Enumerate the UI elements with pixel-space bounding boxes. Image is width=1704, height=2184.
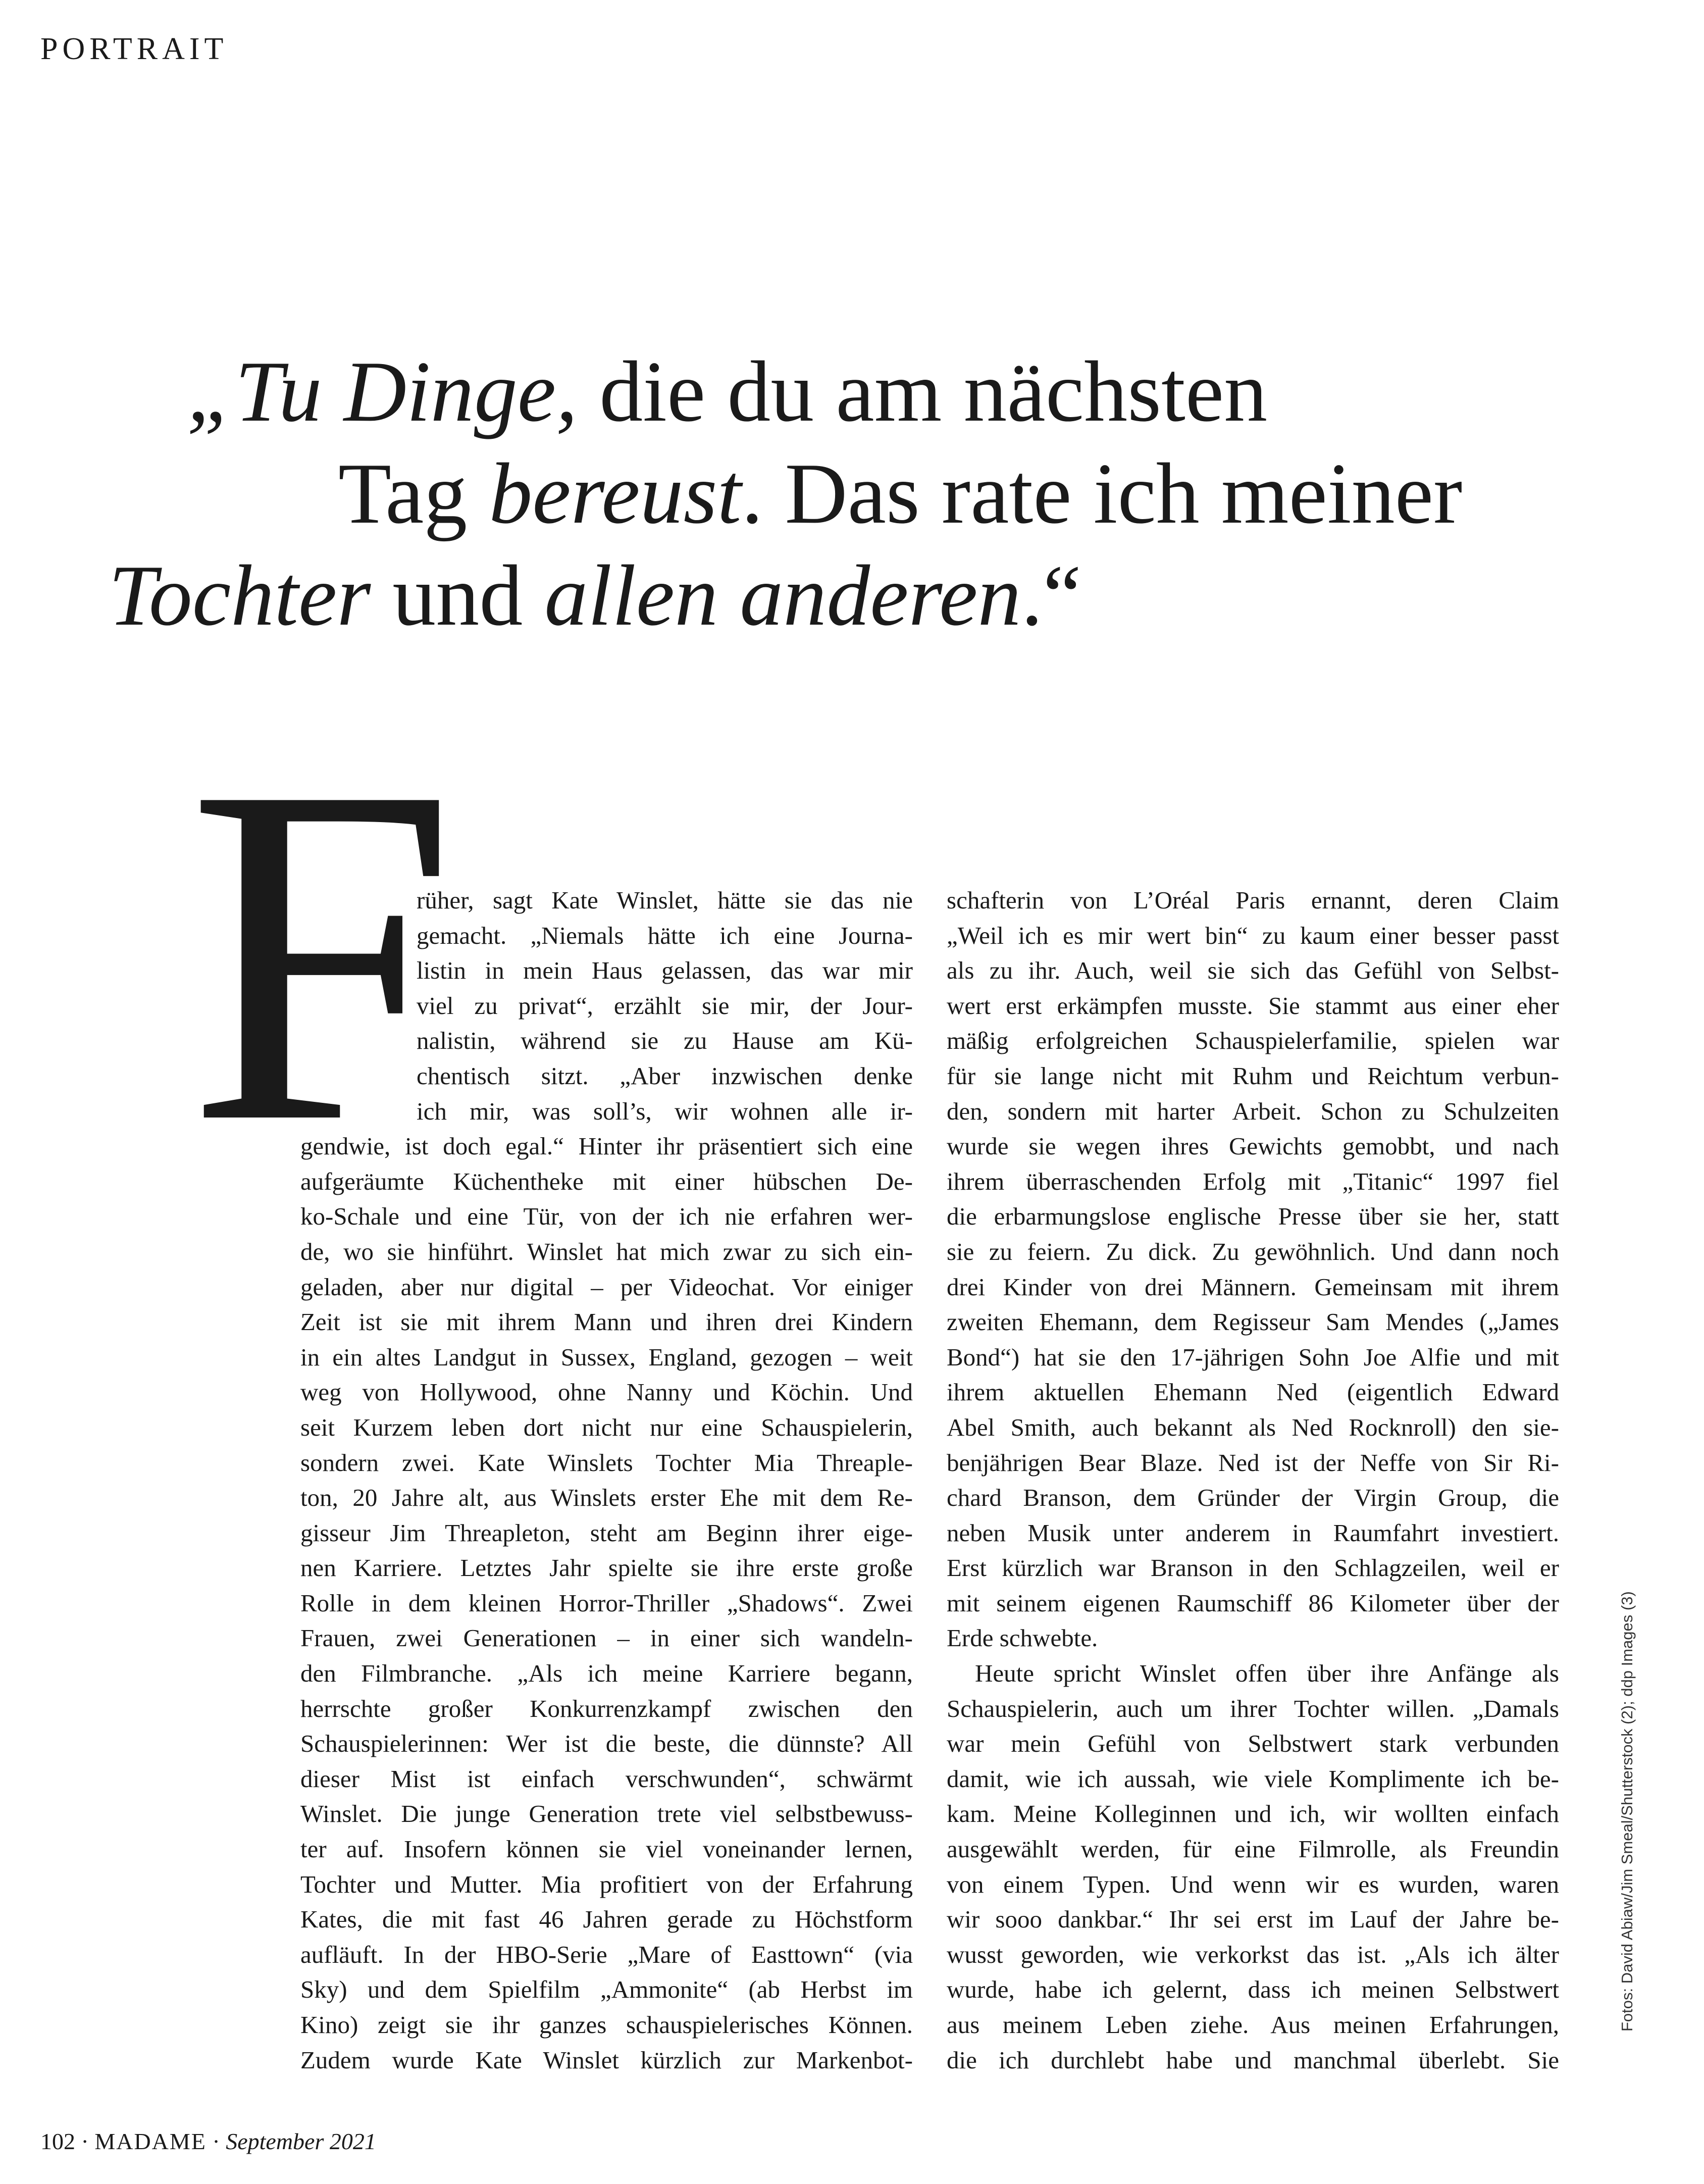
article-line: ihrem überraschenden Erfolg mit „Titanic“ 1997 fiel: [947, 1167, 1559, 1195]
article-line: wir sooo dankbar.“ Ihr sei erst im Lauf der Jahre be-: [947, 1905, 1559, 1934]
article-line: in ein altes Landgut in Sussex, England, gezogen – weit: [300, 1343, 913, 1371]
article-line: den, sondern mit harter Arbeit. Schon zu Schulzeiten: [947, 1097, 1559, 1125]
article-line: listin in mein Haus gelassen, das war mir: [417, 956, 913, 985]
article-line: von einem Typen. Und wenn wir es wurden, waren: [947, 1870, 1559, 1898]
article-line: gisseur Jim Threapleton, steht am Beginn ihrer eige-: [300, 1518, 913, 1547]
article-line: Kates, die mit fast 46 Jahren gerade zu Höchstform: [300, 1905, 913, 1934]
issue-date: September 2021: [226, 2128, 376, 2154]
article-line: den Filmbranche. „Als ich meine Karriere begann,: [300, 1659, 913, 1688]
pull-quote: [101, 341, 1616, 647]
article-line: Kino) zeigt sie ihr ganzes schauspielerisches Können.: [300, 2011, 913, 2039]
article-line: seit Kurzem leben dort nicht nur eine Schauspielerin,: [300, 1413, 913, 1441]
article-line: Zeit ist sie mit ihrem Mann und ihren drei Kindern: [300, 1308, 913, 1336]
article-line: benjährigen Bear Blaze. Ned ist der Neffe von Sir Ri-: [947, 1448, 1559, 1477]
article-line: wert erst erkämpfen musste. Sie stammt aus einer eher: [947, 991, 1559, 1020]
article-line: gemacht. „Niemals hätte ich eine Journa-: [417, 921, 913, 949]
article-line: ich mir, was soll’s, wir wohnen alle ir-: [417, 1097, 913, 1125]
article-line: viel zu privat“, erzählt sie mir, der Jour-: [417, 991, 913, 1020]
article-line: als zu ihr. Auch, weil sie sich das Gefühl von Selbst-: [947, 956, 1559, 985]
article-line: Heute spricht Winslet offen über ihre Anfänge als: [975, 1659, 1559, 1688]
article-line: Erde schwebte.: [947, 1624, 1098, 1652]
article-line: Tochter und Mutter. Mia profitiert von der Erfahrung: [300, 1870, 913, 1898]
article-line: ton, 20 Jahre alt, aus Winslets erster Ehe mit dem Re-: [300, 1484, 913, 1512]
article-paragraph: [300, 883, 913, 2077]
article-line: neben Musik unter anderem in Raumfahrt investiert.: [947, 1518, 1559, 1547]
photo-credit: Fotos: David Abiaw/Jim Smeal/Shutterstock (2); ddp Images (3): [1618, 1591, 1636, 2031]
article-line: aufgeräumte Küchentheke mit einer hübschen De-: [300, 1167, 913, 1195]
article-line: sie zu feiern. Zu dick. Zu gewöhnlich. Und dann noch: [947, 1237, 1559, 1265]
pull-quote-text: die du am nächsten: [578, 344, 1268, 440]
pull-quote-text: und: [371, 548, 545, 644]
magazine-name: MADAME: [94, 2128, 206, 2154]
article-line: Zudem wurde Kate Winslet kürzlich zur Markenbot-: [300, 2046, 913, 2074]
article-line: zweiten Ehemann, dem Regisseur Sam Mendes („James: [947, 1308, 1559, 1336]
article-line: wurde, habe ich gelernt, dass ich meinen Selbstwert: [947, 1975, 1559, 2004]
article-line: Frauen, zwei Generationen – in einer sich wandeln-: [300, 1624, 913, 1652]
article-line: nen Karriere. Letztes Jahr spielte sie ihre erste große: [300, 1554, 913, 1582]
pull-quote-emphasis: allen anderen: [544, 548, 1021, 644]
article-paragraph: [947, 1656, 1559, 2077]
article-line: Abel Smith, auch bekannt als Ned Rocknroll) den sie-: [947, 1413, 1559, 1441]
article-line: nalistin, während sie zu Hause am Kü-: [417, 1027, 913, 1055]
article-line: Bond“) hat sie den 17-jährigen Sohn Joe Alfie und mit: [947, 1343, 1559, 1371]
article-line: ko-Schale und eine Tür, von der ich nie erfahren wer-: [300, 1202, 913, 1231]
article-line: für sie lange nicht mit Ruhm und Reichtum verbun-: [947, 1061, 1559, 1090]
article-line: weg von Hollywood, ohne Nanny und Köchin. Und: [300, 1378, 913, 1406]
article-line: ausgewählt werden, für eine Filmrolle, als Freundin: [947, 1835, 1559, 1863]
article-line: geladen, aber nur digital – per Videochat. Vor einiger: [300, 1273, 913, 1301]
article-column-left: [300, 883, 913, 2077]
pull-quote-line: [109, 545, 1616, 647]
article-line: Schauspielerinnen: Wer ist die beste, die dünnste? All: [300, 1730, 913, 1758]
article-line: Schauspielerin, auch um ihrer Tochter willen. „Damals: [947, 1694, 1559, 1722]
pull-quote-text: .“: [1021, 548, 1081, 644]
article-line: ihrem aktuellen Ehemann Ned (eigentlich Edward: [947, 1378, 1559, 1406]
article-line: die ich durchlebt habe und manchmal überlebt. Sie: [947, 2046, 1559, 2074]
article-line: aufläuft. In der HBO-Serie „Mare of Easttown“ (via: [300, 1940, 913, 1968]
article-line: gendwie, ist doch egal.“ Hinter ihr präsentiert sich eine: [300, 1132, 913, 1160]
footer-separator: ·: [75, 2128, 95, 2154]
article-line: war mein Gefühl von Selbstwert stark verbunden: [947, 1730, 1559, 1758]
article-line: chentisch sitzt. „Aber inzwischen denke: [417, 1061, 913, 1090]
article-line: wusst geworden, wie verkorkst das ist. „Als ich älter: [947, 1940, 1559, 1968]
article-line: chard Branson, dem Gründer der Virgin Group, die: [947, 1484, 1559, 1512]
article-line: Rolle in dem kleinen Horror-Thriller „Shadows“. Zwei: [300, 1589, 913, 1617]
article-line: de, wo sie hinführt. Winslet hat mich zwar zu sich ein-: [300, 1237, 913, 1265]
pull-quote-text: . Das rate ich meiner: [741, 446, 1463, 542]
article-line: Erst kürzlich war Branson in den Schlagzeilen, weil er: [947, 1554, 1559, 1582]
pull-quote-line: [338, 443, 1616, 545]
pull-quote-emphasis: „Tu Dinge,: [187, 344, 578, 440]
section-label: PORTRAIT: [40, 32, 228, 66]
article-line: schafterin von L’Oréal Paris ernannt, deren Claim: [947, 886, 1559, 914]
pull-quote-emphasis: bereust: [489, 446, 742, 542]
article-line: wurde sie wegen ihres Gewichts gemobbt, und nach: [947, 1132, 1559, 1160]
article-line: kam. Meine Kolleginnen und ich, wir wollten einfach: [947, 1800, 1559, 1828]
article-line: „Weil ich es mir wert bin“ zu kaum einer besser passt: [947, 921, 1559, 949]
article-line: dieser Mist ist einfach verschwunden“, schwärmt: [300, 1764, 913, 1793]
article-line: sondern zwei. Kate Winslets Tochter Mia Threaple-: [300, 1448, 913, 1477]
footer-separator: ·: [206, 2128, 226, 2154]
article-paragraph: [947, 883, 1559, 1656]
article-line: Winslet. Die junge Generation trete viel selbstbewuss-: [300, 1800, 913, 1828]
page-footer: [40, 2130, 376, 2153]
pull-quote-text: Tag: [338, 446, 489, 542]
pull-quote-line: [187, 341, 1616, 443]
page-number: 102: [40, 2128, 75, 2154]
article-line: die erbarmungslose englische Presse über sie her, statt: [947, 1202, 1559, 1231]
article-line: mäßig erfolgreichen Schauspielerfamilie, spielen war: [947, 1027, 1559, 1055]
article-column-right: [947, 883, 1559, 2077]
drop-cap: F: [187, 686, 456, 1223]
article-line: herrschte großer Konkurrenzkampf zwischen den: [300, 1694, 913, 1722]
article-line: mit seinem eigenen Raumschiff 86 Kilometer über der: [947, 1589, 1559, 1617]
article-line: ter auf. Insofern können sie viel voneinander lernen,: [300, 1835, 913, 1863]
article-line: Sky) und dem Spielfilm „Ammonite“ (ab Herbst im: [300, 1975, 913, 2004]
pull-quote-emphasis: Tochter: [109, 548, 371, 644]
article-line: rüher, sagt Kate Winslet, hätte sie das nie: [417, 886, 913, 914]
article-line: drei Kinder von drei Männern. Gemeinsam mit ihrem: [947, 1273, 1559, 1301]
article-line: damit, wie ich aussah, wie viele Komplimente ich be-: [947, 1764, 1559, 1793]
article-line: aus meinem Leben ziehe. Aus meinen Erfahrungen,: [947, 2011, 1559, 2039]
